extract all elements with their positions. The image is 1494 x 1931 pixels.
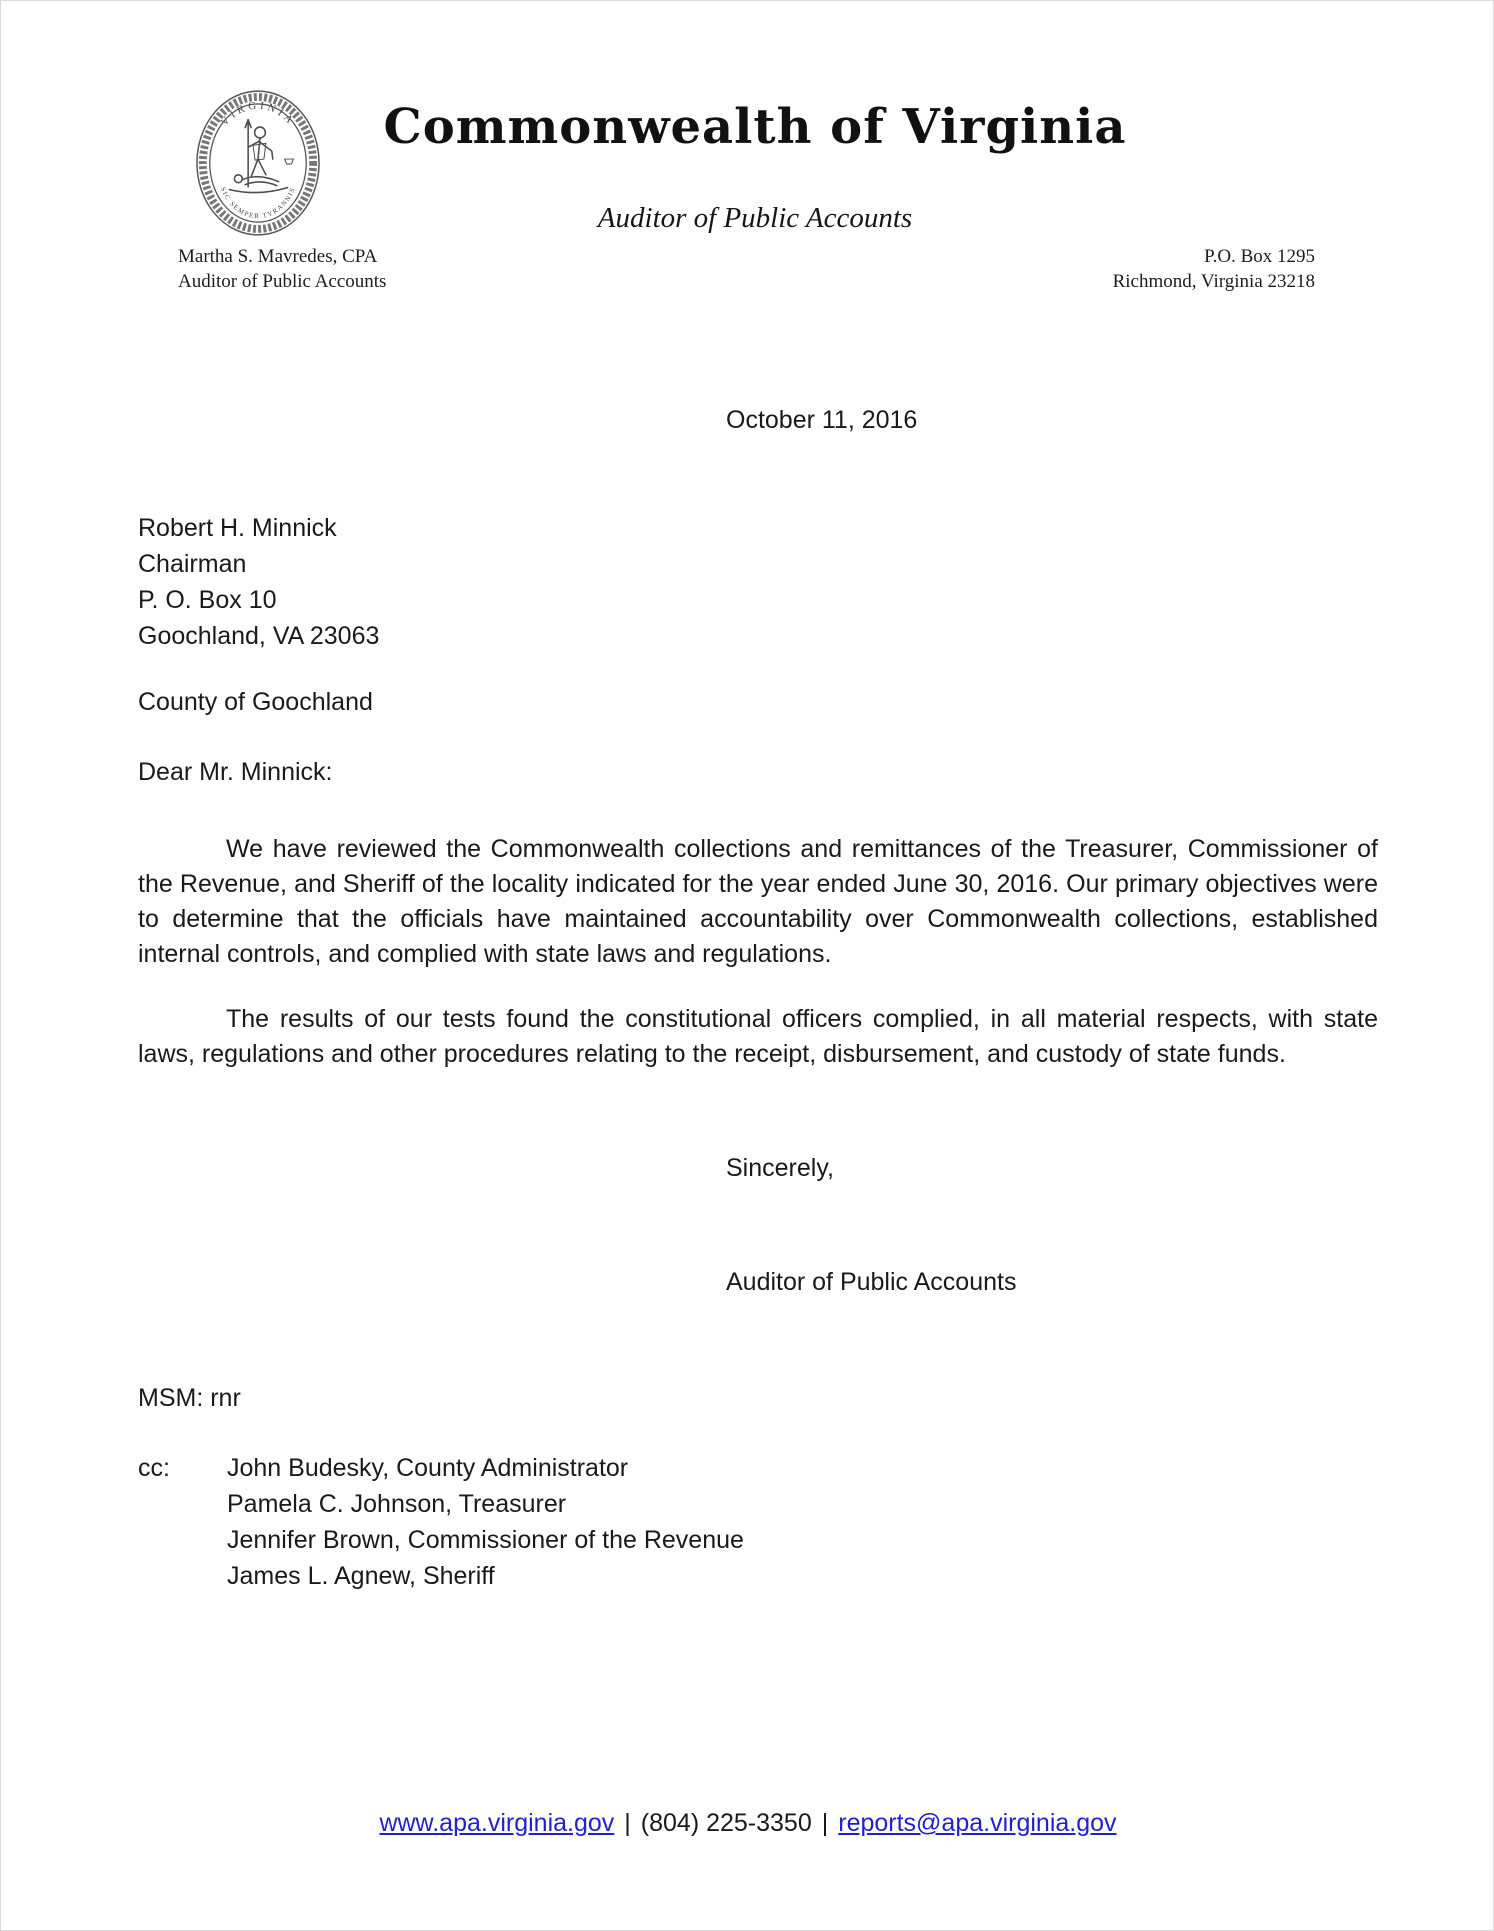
footer-separator: | <box>821 1809 829 1837</box>
cc-label: cc: <box>138 1454 170 1482</box>
recipient-address-line1: P. O. Box 10 <box>138 586 277 614</box>
office-address-line2: Richmond, Virginia 23218 <box>1112 271 1315 292</box>
cc-block <box>138 1450 744 1594</box>
official-contact-block <box>178 244 386 294</box>
reference-initials: MSM: rnr <box>138 1384 241 1412</box>
body-paragraph-2: The results of our tests found the constitutional officers complied, in all material respects, with state laws, regulations and other procedures relating to the receipt, disbursement, and custody of state funds. <box>138 1005 1378 1068</box>
recipient-title: Chairman <box>138 550 247 578</box>
cc-item: Pamela C. Johnson, Treasurer <box>227 1490 567 1518</box>
cc-list <box>227 1450 744 1594</box>
footer-email-link[interactable]: reports@apa.virginia.gov <box>838 1809 1117 1837</box>
official-name: Martha S. Mavredes, CPA <box>178 246 378 267</box>
salutation: Dear Mr. Minnick: <box>138 758 333 786</box>
letterhead-title: Commonwealth of Virginia <box>383 99 1127 155</box>
signature-title: Auditor of Public Accounts <box>726 1268 1017 1296</box>
cc-item: John Budesky, County Administrator <box>227 1454 629 1482</box>
seal-bottom-text: SIC SEMPER TYRANNIS <box>218 186 298 221</box>
re-line: County of Goochland <box>138 688 373 716</box>
closing: Sincerely, <box>726 1154 834 1182</box>
footer-separator: | <box>624 1809 631 1837</box>
recipient-address-line2: Goochland, VA 23063 <box>138 622 380 650</box>
office-address-line1: P.O. Box 1295 <box>1204 246 1315 267</box>
letterhead-subtitle: Auditor of Public Accounts <box>597 202 913 234</box>
footer-phone: (804) 225-3350 <box>640 1809 812 1837</box>
recipient-address-block <box>138 510 379 654</box>
office-address-block <box>1113 244 1315 294</box>
recipient-name: Robert H. Minnick <box>138 514 337 542</box>
body-paragraph-1: We have reviewed the Commonwealth collections and remittances of the Treasurer, Commissioner of the Revenue, and Sheriff of the locality indicated for the year ended June 30, 2016. Our primary objectives were to determine that the officials have maintained accountability over Commonwealth collections, established internal controls, and complied with state laws and regulations. <box>138 835 1378 968</box>
letter-date: October 11, 2016 <box>726 406 918 434</box>
seal-top-text: VIRGINIA <box>218 99 298 129</box>
official-title: Auditor of Public Accounts <box>178 271 387 292</box>
footer-website-link[interactable]: www.apa.virginia.gov <box>379 1809 615 1837</box>
cc-item: Jennifer Brown, Commissioner of the Revenue <box>227 1526 744 1554</box>
footer <box>1 1805 1494 1841</box>
cc-item: James L. Agnew, Sheriff <box>227 1562 495 1590</box>
